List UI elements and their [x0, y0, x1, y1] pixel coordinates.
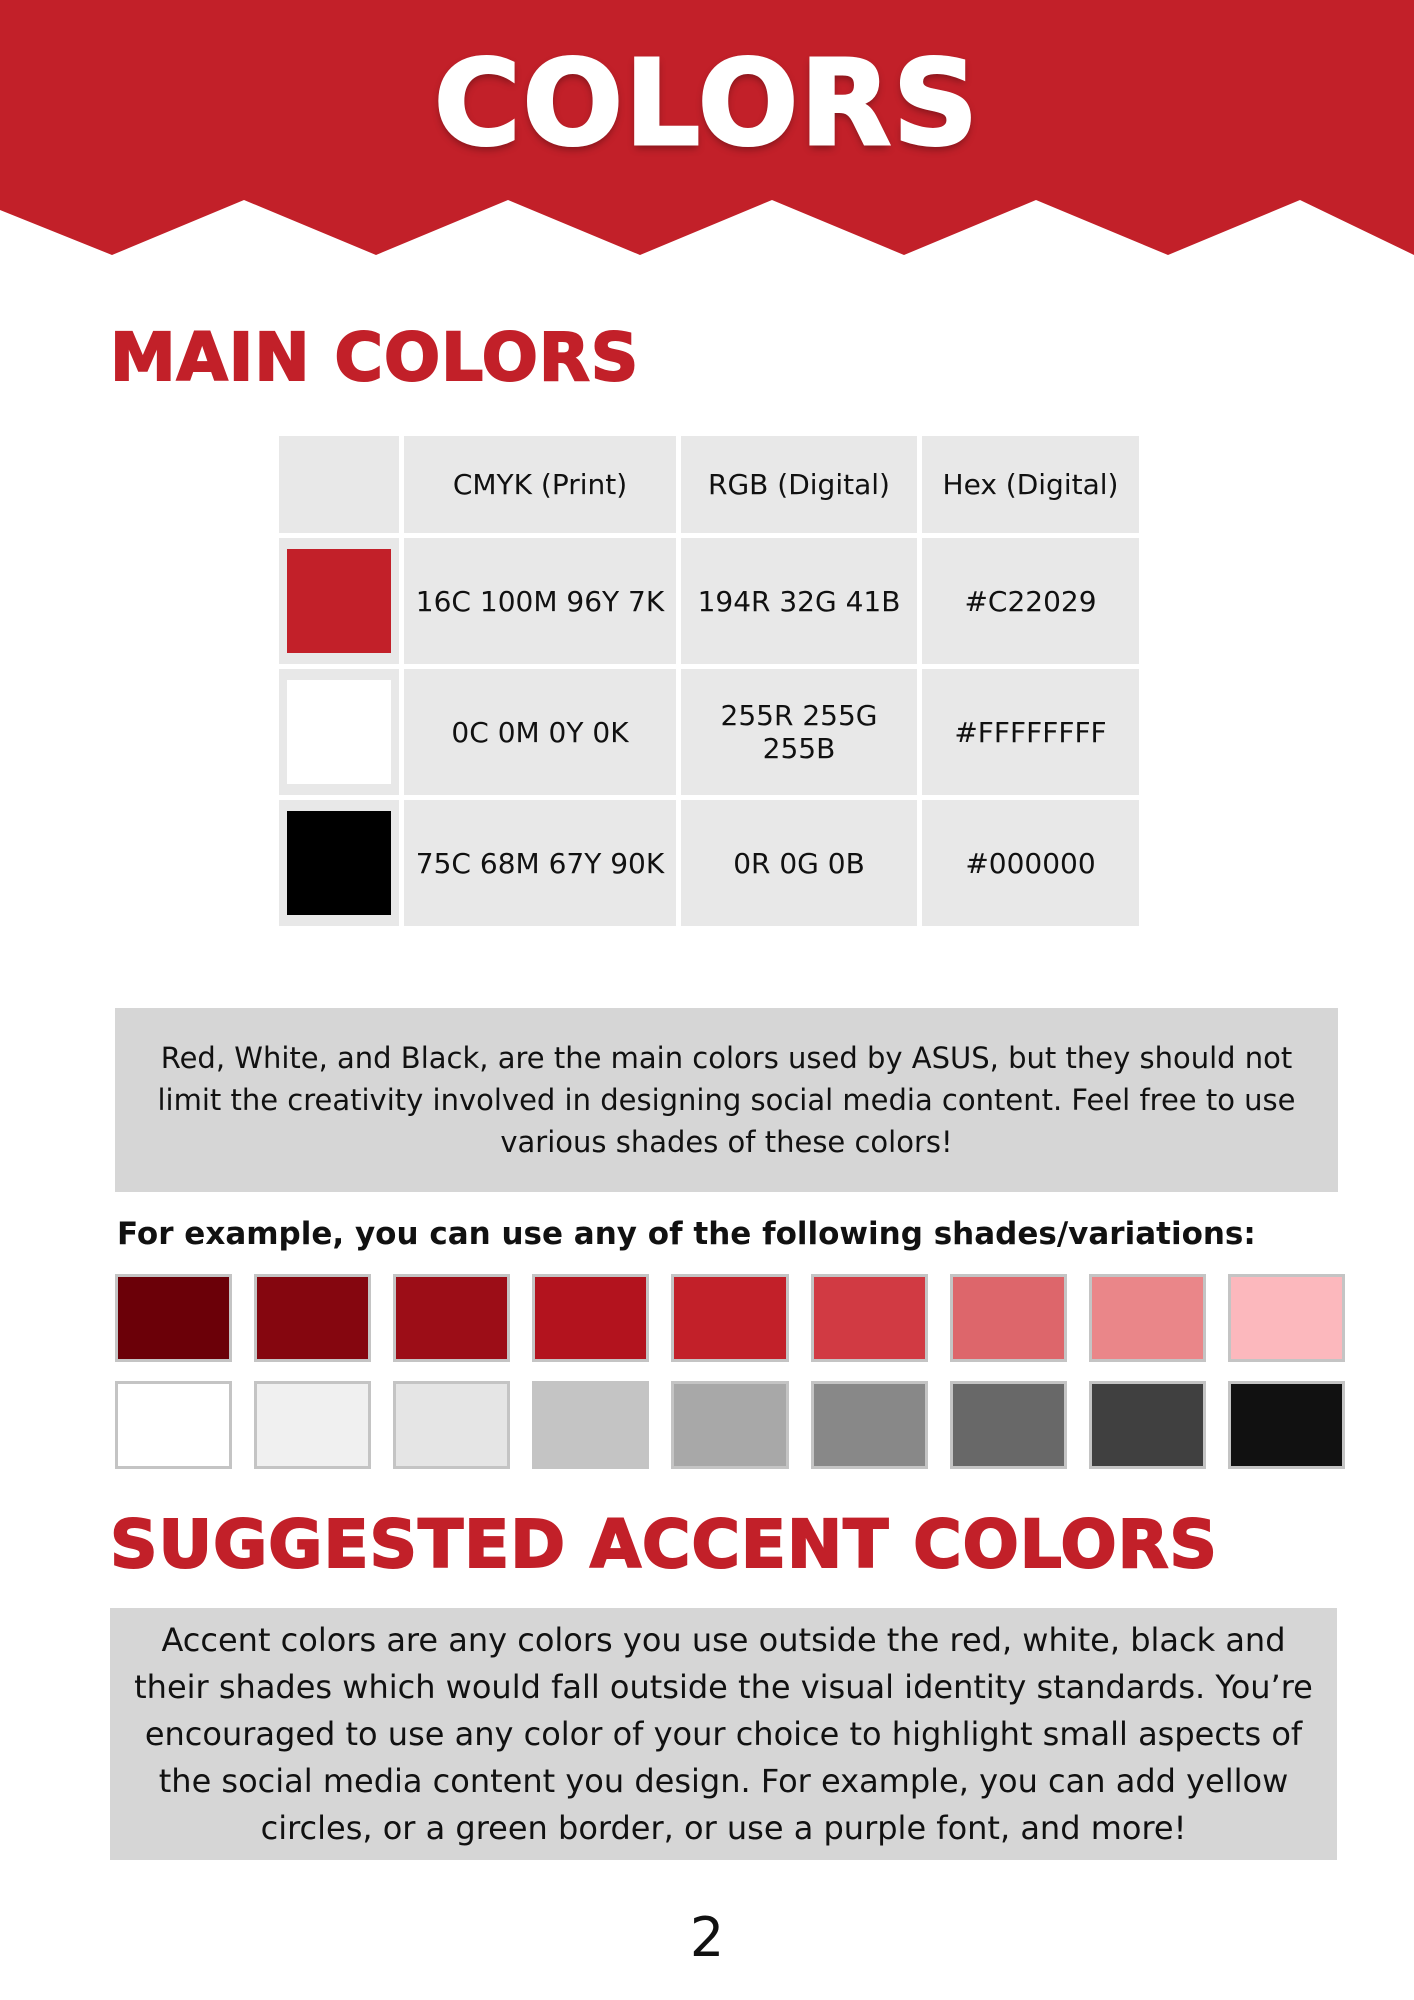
hex-value: #C22029: [922, 538, 1139, 664]
color-swatch-white: [287, 680, 391, 784]
accent-colors-note-text: Accent colors are any colors you use outside the red, white, black and their shades which would fall outside the visual identity standards. You’re encouraged to use any color of your choice to highlight small aspects of the social media content you design. For example, you can add yellow circles, or a green border, or use a purple font, and more!: [134, 1620, 1313, 1847]
table-header-cmyk: CMYK (Print): [404, 436, 676, 533]
hex-value: #000000: [922, 800, 1139, 926]
gray-shade-swatch-9: [1228, 1381, 1345, 1469]
swatch-cell: [279, 538, 399, 664]
page-number: 2: [689, 1906, 725, 1969]
cmyk-value: 75C 68M 67Y 90K: [404, 800, 676, 926]
table-row: [279, 800, 1139, 926]
table-header-row: [279, 436, 1139, 533]
table-header-hex: Hex (Digital): [922, 436, 1139, 533]
main-colors-note-text: Red, White, and Black, are the main colors used by ASUS, but they should not limit the creativity involved in designing social media content. Feel free to use various shades of these colors!: [157, 1041, 1296, 1159]
accent-colors-note: [110, 1608, 1337, 1860]
main-colors-note: [115, 1008, 1338, 1192]
gray-shade-swatch-6: [811, 1381, 928, 1469]
color-swatch-red: [287, 549, 391, 653]
swatch-cell: [279, 800, 399, 926]
cmyk-value: 16C 100M 96Y 7K: [404, 538, 676, 664]
rgb-value: 194R 32G 41B: [681, 538, 917, 664]
table-row: [279, 669, 1139, 795]
main-colors-title: MAIN COLORS: [110, 319, 640, 396]
red-shade-swatch-2: [254, 1274, 371, 1362]
red-shade-swatch-1: [115, 1274, 232, 1362]
table-row: [279, 538, 1139, 664]
table-header-rgb: RGB (Digital): [681, 436, 917, 533]
red-shade-swatch-7: [950, 1274, 1067, 1362]
header-banner: [0, 0, 1414, 260]
gray-shade-swatch-3: [393, 1381, 510, 1469]
gray-shades-row: [115, 1381, 1345, 1469]
gray-shade-swatch-1: [115, 1381, 232, 1469]
red-shade-swatch-4: [532, 1274, 649, 1362]
hex-value: #FFFFFFFF: [922, 669, 1139, 795]
rgb-value: 255R 255G 255B: [681, 669, 917, 795]
red-shade-swatch-9: [1228, 1274, 1345, 1362]
red-shade-swatch-3: [393, 1274, 510, 1362]
shades-label: For example, you can use any of the following shades/variations:: [117, 1216, 1256, 1252]
gray-shade-swatch-4: [532, 1381, 649, 1469]
red-shade-swatch-6: [811, 1274, 928, 1362]
rgb-value: 0R 0G 0B: [681, 800, 917, 926]
color-swatch-black: [287, 811, 391, 915]
swatch-cell: [279, 669, 399, 795]
accent-colors-title: SUGGESTED ACCENT COLORS: [110, 1506, 1218, 1583]
gray-shade-swatch-7: [950, 1381, 1067, 1469]
red-shade-swatch-8: [1089, 1274, 1206, 1362]
table-header-swatch: [279, 436, 399, 533]
gray-shade-swatch-5: [671, 1381, 788, 1469]
gray-shade-swatch-2: [254, 1381, 371, 1469]
page-title: COLORS: [433, 34, 981, 172]
cmyk-value: 0C 0M 0Y 0K: [404, 669, 676, 795]
main-colors-table: [274, 431, 1144, 931]
gray-shade-swatch-8: [1089, 1381, 1206, 1469]
red-shades-row: [115, 1274, 1345, 1362]
red-shade-swatch-5: [671, 1274, 788, 1362]
